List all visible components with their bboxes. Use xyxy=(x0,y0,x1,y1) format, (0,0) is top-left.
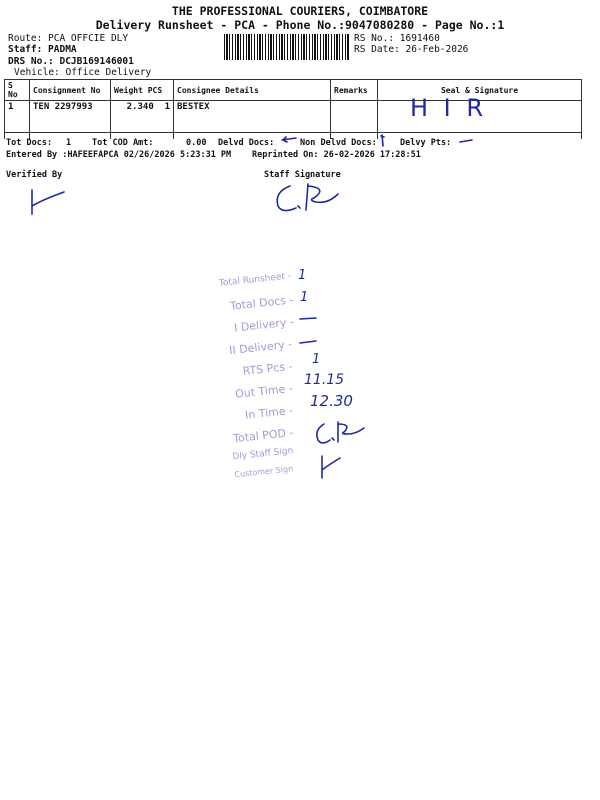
col-consignment: Consignment No xyxy=(30,80,111,101)
cell-pcs: 1 xyxy=(164,102,170,112)
cell-remarks xyxy=(331,101,378,140)
col-sno: S No xyxy=(5,80,30,101)
staff-signature xyxy=(268,180,348,218)
stamp-line-out-time: Out Time - xyxy=(234,381,294,401)
verified-by-label: Verified By xyxy=(6,170,63,180)
stamp-line-docs: Total Docs - xyxy=(229,293,295,313)
delvy-pts-mark xyxy=(458,136,476,146)
stamp-block xyxy=(179,262,401,502)
drs-number: DRS No.: DCJB169146001 xyxy=(8,56,134,67)
col-consignee: Consignee Details xyxy=(174,80,331,101)
table-header-row xyxy=(5,80,582,101)
runsheet-table xyxy=(4,80,582,139)
barcode-icon xyxy=(224,34,350,60)
stamp-line-staff-sign: Dly Staff Sign xyxy=(231,446,294,463)
company-name: THE PROFESSIONAL COURIERS, COIMBATORE xyxy=(171,4,429,18)
stamp-line-customer-sign: Customer Sign xyxy=(234,464,294,480)
col-remarks: Remarks xyxy=(331,80,378,101)
hand-runsheet: 1 xyxy=(298,268,307,283)
verified-signature xyxy=(24,188,70,218)
delvd-tick-mark xyxy=(280,134,300,144)
route-text: Route: PCA OFFCIE DLY xyxy=(8,33,129,44)
hand-in-time: 12.30 xyxy=(310,392,353,410)
stamp-line-rts: RTS Pcs - xyxy=(242,359,294,378)
seal-signature-handwriting: H I R xyxy=(410,94,488,122)
hand-pod-signature xyxy=(312,418,368,448)
hand-docs: 1 xyxy=(300,290,309,305)
col-seal: Seal & Signature xyxy=(378,80,582,101)
hand-rts: 1 xyxy=(312,352,321,367)
reprinted-on: Reprinted On: 26-02-2026 17:28:51 xyxy=(252,150,421,160)
tot-docs-label: Tot Docs: xyxy=(6,138,53,148)
stamp-line-pod: Total POD - xyxy=(232,425,294,446)
non-delvd-docs-label: Non Delvd Docs: xyxy=(300,138,377,148)
col-pcs: PCS xyxy=(147,85,163,95)
hand-second-delivery-dash xyxy=(298,338,320,348)
tot-docs-value: 1 xyxy=(66,138,72,148)
cod-label: Tot COD Amt: xyxy=(92,138,154,148)
hand-first-delivery-dash xyxy=(298,314,320,324)
cell-weight: 2.340 xyxy=(126,102,154,112)
vehicle-text: Vehicle: Office Delivery xyxy=(14,67,152,78)
hand-out-time: 11.15 xyxy=(304,372,345,388)
stamp-line-first-delivery: I Delivery - xyxy=(233,315,295,335)
hand-customer-signature xyxy=(316,452,346,482)
table-bottom-rule xyxy=(4,132,582,133)
runsheet-title: Delivery Runsheet - PCA - Phone No.:9047080280 - Page No.:1 xyxy=(95,18,505,32)
entered-by: Entered By :HAFEEFAPCA 02/26/2026 5:23:31 PM xyxy=(6,150,232,160)
cell-sno: 1 xyxy=(5,101,30,140)
delvy-pts-label: Delvy Pts: xyxy=(400,138,452,148)
stamp-line-second-delivery: II Delivery - xyxy=(228,337,293,358)
col-weight: Weight xyxy=(114,85,143,95)
non-delvd-mark xyxy=(378,134,388,148)
delvd-docs-label: Delvd Docs: xyxy=(218,138,275,148)
rs-date: RS Date: 26-Feb-2026 xyxy=(354,44,469,55)
cell-consignment: TEN 2297993 xyxy=(30,101,111,140)
staff-text: Staff: PADMA xyxy=(8,44,77,55)
rs-number: RS No.: 1691460 xyxy=(354,33,440,44)
stamp-line-runsheet: Total Runsheet - xyxy=(218,271,292,289)
cell-consignee: BESTEX xyxy=(174,101,331,140)
cell-weight-pcs xyxy=(111,101,174,140)
stamp-line-in-time: In Time - xyxy=(244,403,294,422)
cod-value: 0.00 xyxy=(186,138,207,148)
col-weight-pcs xyxy=(111,80,174,101)
staff-signature-label: Staff Signature xyxy=(264,170,341,180)
